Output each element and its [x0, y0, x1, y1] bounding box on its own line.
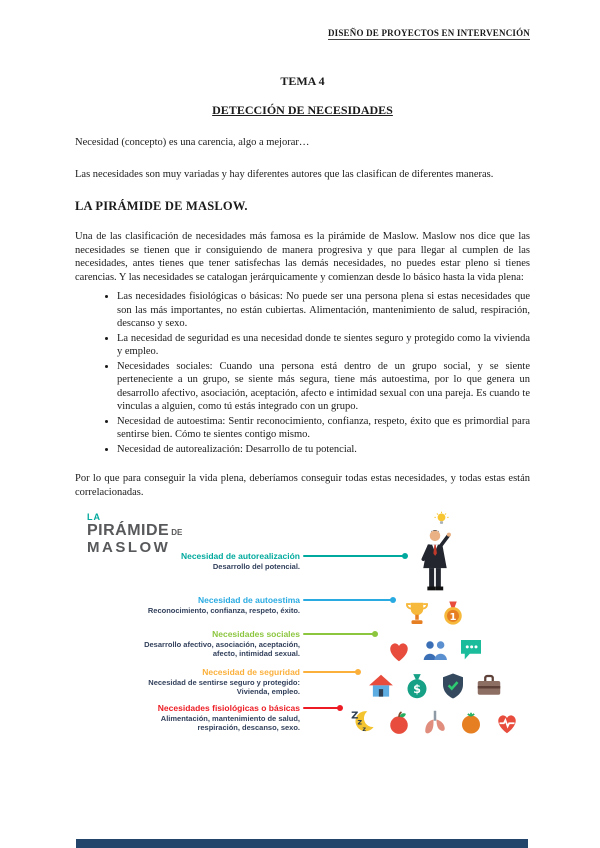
chat-icon	[454, 633, 488, 667]
level-label: Necesidad de autoestima	[197, 595, 300, 605]
connector-dot	[390, 597, 396, 603]
lungs-icon	[418, 705, 452, 739]
svg-text:$: $	[413, 683, 421, 696]
logo-maslow: MASLOW	[87, 539, 171, 556]
heartbeat-icon	[490, 705, 524, 739]
level-sociales	[85, 629, 300, 658]
paragraph-variety: Las necesidades son muy variadas y hay diferentes autores que las clasifican de diferentes maneras.	[75, 168, 494, 180]
level-desc: Reconocimiento, confianza, respeto, éxito.	[147, 606, 300, 615]
people-icon	[418, 633, 452, 667]
level-desc: Necesidad de sentirse seguro y protegido: Vivienda, empleo.	[148, 678, 300, 696]
page-header	[75, 28, 530, 38]
footer-bar	[76, 839, 528, 848]
paragraph-concept: Necesidad (concepto) es una carencia, algo a mejorar…	[75, 137, 310, 148]
bullet-fisiologicas: • Las necesidades fisiológicas o básicas: No puede ser una persona plena si estas necesidades que son las más importantes, no están cubiertas. Alimentación, mantenimiento de salud, respiración, descanso y sexo.	[117, 290, 530, 331]
apple-icon	[382, 705, 416, 739]
pyramid-row-autoestima	[400, 597, 470, 631]
level-label: Necesidades fisiológicas o básicas	[157, 703, 300, 713]
connector-dot	[402, 553, 408, 559]
logo-la: LA	[87, 512, 101, 522]
house-icon	[364, 669, 398, 703]
level-fisiologicas	[85, 703, 300, 732]
svg-text:Z: Z	[351, 710, 359, 722]
tomato-icon	[454, 705, 488, 739]
trophy-icon	[400, 597, 434, 631]
heart-icon	[382, 633, 416, 667]
pyramid-row-sociales	[382, 633, 488, 667]
level-desc: Desarrollo afectivo, asociación, aceptación, afecto, intimidad sexual.	[144, 640, 300, 658]
needs-bullet-list	[75, 290, 530, 456]
connector-line-sociales	[303, 633, 375, 635]
medal-icon	[436, 597, 470, 631]
moneybag-icon	[400, 669, 434, 703]
connector-line-autoestima	[303, 599, 393, 601]
logo-de: DE	[171, 528, 183, 537]
connector-dot	[355, 669, 361, 675]
svg-text:z: z	[362, 725, 367, 733]
pyramid-row-fisiologicas	[346, 705, 524, 739]
svg-text:1: 1	[449, 611, 457, 623]
briefcase-icon	[472, 669, 506, 703]
connector-line-seguridad	[303, 671, 358, 673]
shield-icon	[436, 669, 470, 703]
pyramid-row-seguridad	[364, 669, 506, 703]
bullet-autoestima: • Necesidad de autoestima: Sentir reconocimiento, confianza, respeto, éxito que es primordial para sentirse bien. Cómo te sientes contigo mismo.	[117, 415, 530, 442]
maslow-pyramid-infographic	[75, 511, 530, 756]
level-autorealizacion	[85, 551, 300, 571]
level-seguridad	[85, 667, 300, 696]
level-label: Necesidades sociales	[212, 629, 300, 639]
level-autoestima	[85, 595, 300, 615]
bullet-seguridad: • La necesidad de seguridad es una necesidad donde te sientes seguro y protegido como la vivienda y empleo.	[117, 332, 530, 359]
logo-piramide: PIRÁMIDE	[87, 522, 170, 539]
page-subtitle: DETECCIÓN DE NECESIDADES	[212, 103, 393, 117]
lightbulb-icon	[433, 511, 450, 528]
connector-line-fisiologicas	[303, 707, 340, 709]
connector-dot	[337, 705, 343, 711]
level-label: Necesidad de autorealización	[180, 551, 300, 561]
svg-text:z: z	[357, 716, 363, 727]
paragraph-maslow-intro: Una de las clasificación de necesidades más famosa es la pirámide de Maslow. Maslow nos dice que las necesidades se tienen que ir consiguiendo de manera progresiva y que para llegar al cumplen de las necesidades, antes tienes que tener satisfechas las demás necesidades, no puedes estar pleno si tienes carencias. Y las necesidades se catalogan jerárquicamente y comienzan desde lo básico hasta la vida plena:	[75, 231, 530, 283]
level-desc: Desarrollo del potencial.	[212, 562, 300, 571]
connector-dot	[372, 631, 378, 637]
bullet-sociales: • Necesidades sociales: Cuando una persona está dentro de un grupo social, y se siente perteneciente a un grupo, se siente más segura, tiene más autoestima, por lo que genera un desarrollo afectivo, asociación, aceptación, afecto e intimidad sexual con una pareja. Es cuando te vinculas a alguien, como tú estás integrado con un grupo.	[117, 360, 530, 414]
level-desc: Alimentación, mantenimiento de salud, respiración, descanso, sexo.	[160, 714, 300, 732]
infographic-logo	[87, 513, 182, 555]
level-label: Necesidad de seguridad	[202, 667, 300, 677]
bullet-autorealizacion: • Necesidad de autorealización: Desarrollo de tu potencial.	[117, 443, 530, 457]
header-text: DISEÑO DE PROYECTOS EN INTERVENCIÓN	[327, 28, 530, 38]
page-title: TEMA 4	[280, 74, 325, 88]
section-heading-maslow: LA PIRÁMIDE DE MASLOW.	[75, 199, 248, 213]
connector-line-autorealizacion	[303, 555, 405, 557]
sleep-icon	[346, 705, 380, 739]
businessman-icon	[413, 527, 457, 595]
paragraph-conclusion: Por lo que para conseguir la vida plena, deberíamos conseguir todas estas necesidades, y todas estas están correlacionadas.	[75, 473, 530, 498]
